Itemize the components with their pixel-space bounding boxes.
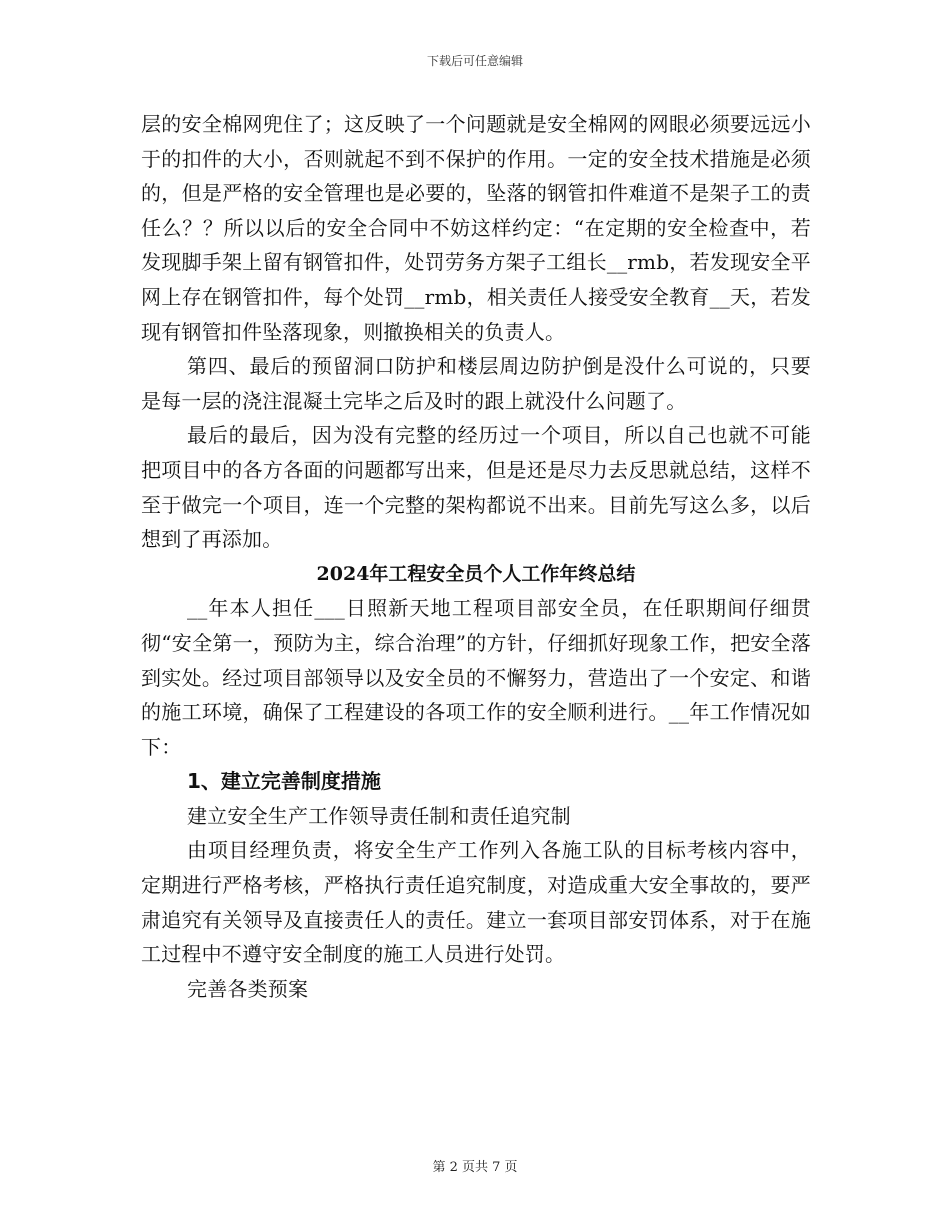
- subheading-responsibility: 建立安全生产工作领导责任制和责任追究制: [187, 803, 571, 828]
- document-body: [141, 107, 811, 1006]
- paragraph-intro: __年本人担任___日照新天地工程项目部安全员，在任职期间仔细贯彻“安全第一，预防为主，综合治理”的方针，仔细抓好现象工作，把安全落到实处。经过项目部领导以及安全员的不懈努力，营造出了一个安定、和谐的施工环境，确保了工程建设的各项工作的安全顺利进行。__年工作情况如下：: [141, 596, 811, 759]
- subheading-plans: 完善各类预案: [187, 976, 309, 1001]
- page-header: 下载后可任意编辑: [426, 54, 523, 68]
- paragraph-fourth-point: 第四、最后的预留洞口防护和楼层周边防护倒是没什么可说的，只要是每一层的浇注混凝土完毕之后及时的跟上就没什么问题了。: [141, 354, 811, 413]
- paragraph-continuation: 层的安全棉网兜住了；这反映了一个问题就是安全棉网的网眼必须要远远小于的扣件的大小，否则就起不到不保护的作用。一定的安全技术措施是必须的，但是严格的安全管理也是必要的，坠落的钢管扣件难道不是架子工的责任么？？所以以后的安全合同中不妨这样约定：“在定期的安全检查中，若发现脚手架上留有钢管扣件，处罚劳务方架子工组长__rmb，若发现安全平网上存在钢管扣件，每个处罚__rmb，相关责任人接受安全教育__天，若发现有钢管扣件坠落现象，则撤换相关的负责人。: [141, 112, 811, 344]
- paragraph-conclusion: 最后的最后，因为没有完整的经历过一个项目，所以自己也就不可能把项目中的各方各面的问题都写出来，但是还是尽力去反思就总结，这样不至于做完一个项目，连一个完整的架构都说不出来。目前先写这么多，以后想到了再添加。: [141, 423, 811, 552]
- document-title: 2024年工程安全员个人工作年终总结: [316, 562, 636, 585]
- page-footer: 第 2 页共 7 页: [432, 1160, 518, 1175]
- paragraph-responsibility: 由项目经理负责，将安全生产工作列入各施工队的目标考核内容中，定期进行严格考核，严格执行责任追究制度，对造成重大安全事故的，要严肃追究有关领导及直接责任人的责任。建立一套项目部安罚体系，对于在施工过程中不遵守安全制度的施工人员进行处罚。: [141, 838, 811, 967]
- section-heading: 1、建立完善制度措施: [187, 769, 381, 794]
